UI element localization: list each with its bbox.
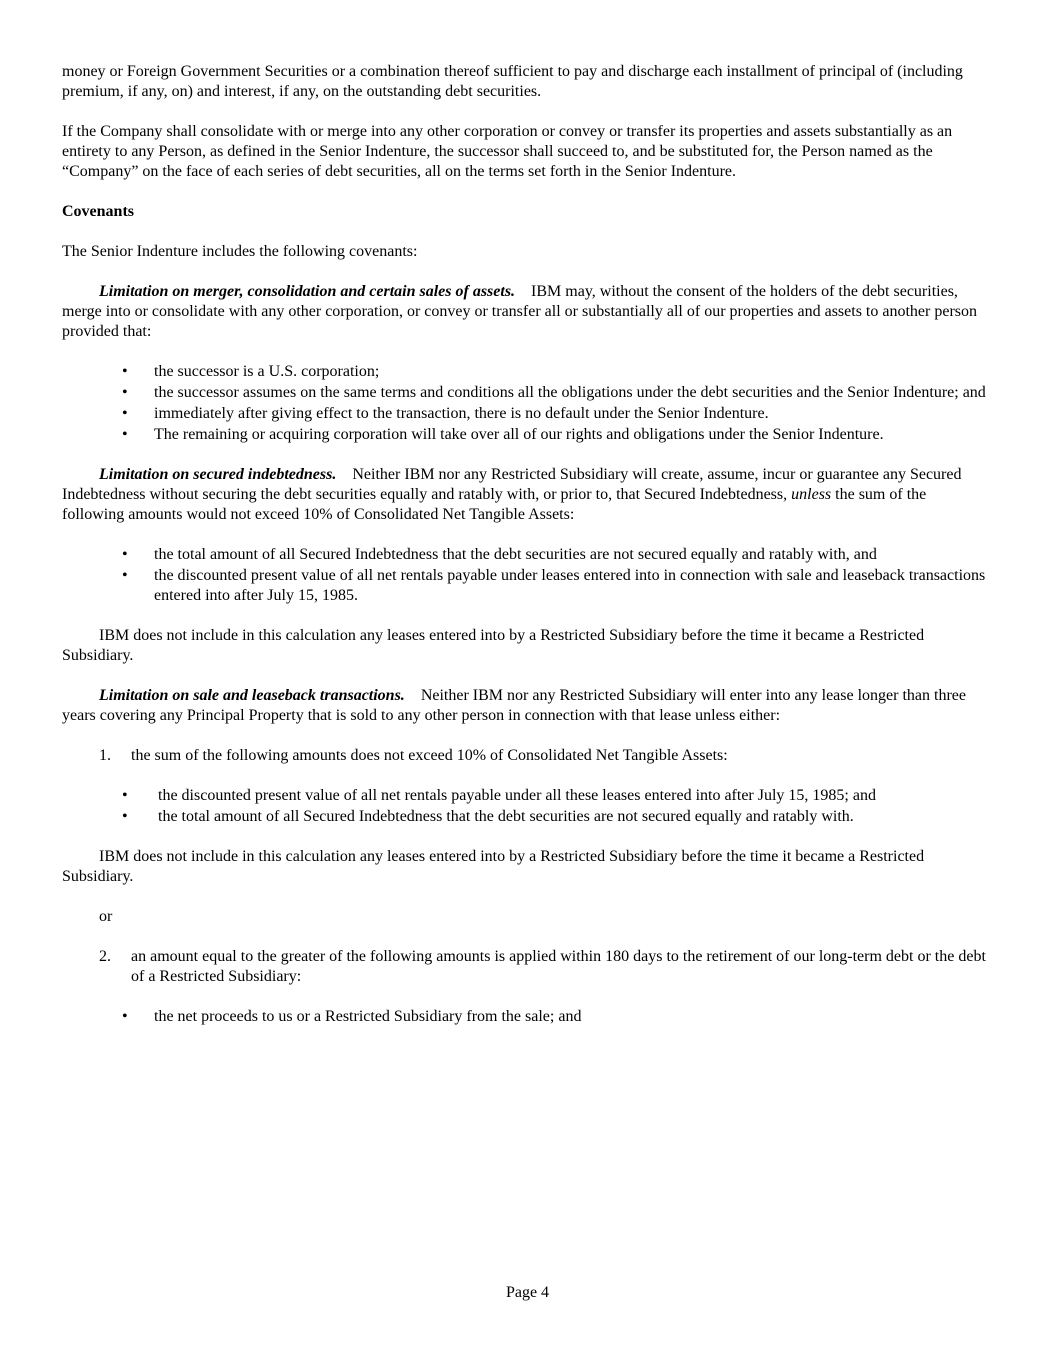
list-item: • immediately after giving effect to the transaction, there is no default under the Senior Indenture. xyxy=(122,405,769,422)
bullet-icon: • xyxy=(122,405,128,422)
list-item: • the discounted present value of all net rentals payable under all these leases entered into after July 15, 1985; and xyxy=(122,787,876,804)
leaseback-paragraph: Limitation on sale and leaseback transactions. Neither IBM nor any Restricted Subsidiary will enter into any lease longer than three years covering any Principal Property that is sold to any other person in connection with that lease unless either: xyxy=(62,687,966,724)
list-item: • The remaining or acquiring corporation will take over all of our rights and obligations under the Senior Indenture. xyxy=(122,426,884,443)
merger-paragraph xyxy=(62,282,992,342)
numbered-item-1: 1. the sum of the following amounts does not exceed 10% of Consolidated Net Tangible Assets: xyxy=(99,747,728,764)
list-item: • the successor is a U.S. corporation; xyxy=(122,363,380,380)
heading-covenants: Covenants xyxy=(62,203,135,220)
bullet-icon: • xyxy=(122,808,128,825)
list-item: • the net proceeds to us or a Restricted Subsidiary from the sale; and xyxy=(122,1008,582,1025)
bullet-icon: • xyxy=(122,363,128,380)
bullet-icon: • xyxy=(122,546,128,563)
secured-paragraph: Limitation on secured indebtedness. Neither IBM nor any Restricted Subsidiary will create, assume, incur or guarantee any Secured Indebtedness without securing the debt securities equally and ratably with, or prior to, that Secured Indebtedness, unless the sum of the following amounts would not exceed 10% of Consolidated Net Tangible Assets: xyxy=(62,466,962,523)
bullet-icon: • xyxy=(122,426,128,443)
merger-title: Limitation on merger, consolidation and certain sales of assets. xyxy=(99,283,516,300)
leaseback-title: Limitation on sale and leaseback transactions. xyxy=(99,687,405,704)
or-text: or xyxy=(99,908,113,925)
leaseback-note: IBM does not include in this calculation any leases entered into by a Restricted Subsidiary before the time it became a Restricted Subsidiary. xyxy=(62,848,925,885)
item2-bullet-list xyxy=(62,1007,992,1027)
secured-title: Limitation on secured indebtedness. xyxy=(99,466,337,483)
bullet-icon: • xyxy=(122,787,128,804)
list-item: • the successor assumes on the same terms and conditions all the obligations under the debt securities and the Senior Indenture; and xyxy=(122,384,986,401)
paragraph-consolidate: If the Company shall consolidate with or merge into any other corporation or convey or transfer its properties and assets substantially as an entirety to any Person, as defined in the Senior Indenture, the successor shall succeed to, and be substituted for, the Person named as the “Company” on the face of each series of debt securities, all on the terms set forth in the Senior Indenture. xyxy=(62,123,953,180)
item-number: 1. xyxy=(99,747,111,764)
bullet-icon: • xyxy=(122,567,128,584)
bullet-icon: • xyxy=(122,384,128,401)
secured-bullet-list xyxy=(62,545,992,606)
list-item: • the discounted present value of all net rentals payable under leases entered into in connection with sale and leaseback transactions entered into after July 15, 1985. xyxy=(122,567,986,604)
secured-note: IBM does not include in this calculation any leases entered into by a Restricted Subsidiary before the time it became a Restricted Subsidiary. xyxy=(62,627,925,664)
paragraph-intro: money or Foreign Government Securities or a combination thereof sufficient to pay and discharge each installment of principal of (including premium, if any, on) and interest, if any, on the outstanding debt securities. xyxy=(62,63,963,100)
list-item: • the total amount of all Secured Indebtedness that the debt securities are not secured equally and ratably with. xyxy=(122,808,854,825)
paragraph-includes: The Senior Indenture includes the following covenants: xyxy=(62,243,418,260)
numbered-item-2: 2. an amount equal to the greater of the following amounts is applied within 180 days to the retirement of our long-term debt or the debt of a Restricted Subsidiary: xyxy=(99,948,986,985)
page-number: Page 4 xyxy=(505,1284,550,1301)
merger-bullet-list xyxy=(62,362,992,445)
merger-text: IBM may, without the consent of the holders of the debt securities, merge into or consolidate with any other corporation, or convey or transfer all or substantially all of our properties and assets to another person provided that: xyxy=(62,283,977,340)
item1-bullet-list xyxy=(62,786,992,827)
document-page xyxy=(62,62,992,1027)
item-number: 2. xyxy=(99,948,111,965)
emphasis-unless: unless xyxy=(791,486,832,503)
bullet-icon: • xyxy=(122,1008,128,1025)
list-item: • the total amount of all Secured Indebtedness that the debt securities are not secured equally and ratably with, and xyxy=(122,546,877,563)
